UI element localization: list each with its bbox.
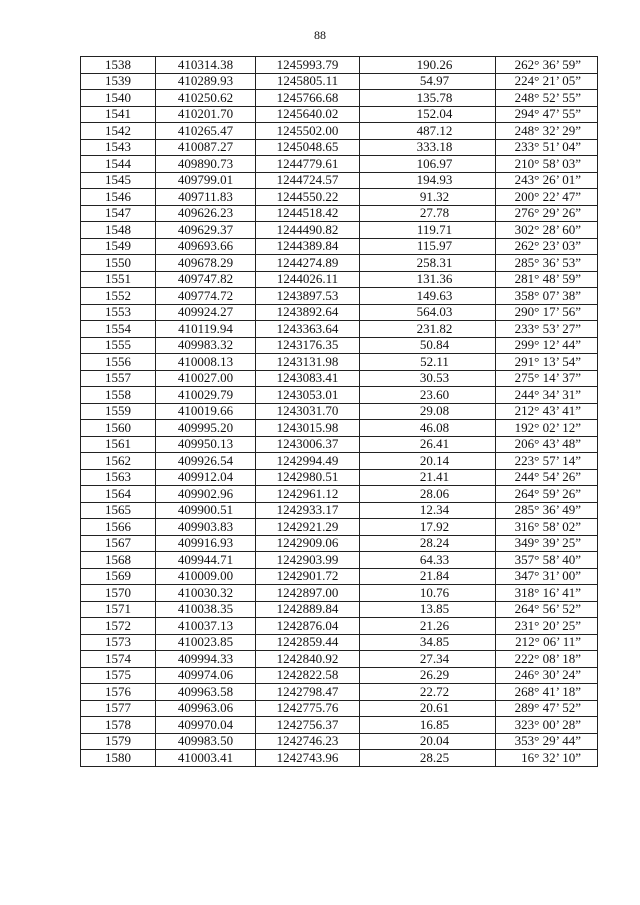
point-id-cell: 1557 (81, 370, 156, 387)
easting-cell: 410019.66 (156, 403, 256, 420)
northing-cell: 1242921.29 (256, 519, 360, 536)
distance-cell: 564.03 (360, 304, 496, 321)
distance-cell: 10.76 (360, 585, 496, 602)
table-row (81, 684, 598, 701)
table-row (81, 222, 598, 239)
easting-cell: 410003.41 (156, 750, 256, 767)
table-row (81, 535, 598, 552)
northing-cell: 1244724.57 (256, 172, 360, 189)
distance-cell: 52.11 (360, 354, 496, 371)
table-row (81, 172, 598, 189)
table-row (81, 750, 598, 767)
azimuth-cell: 268° 41’ 18” (496, 684, 598, 701)
azimuth-cell: 233° 51’ 04” (496, 139, 598, 156)
azimuth-cell: 285° 36’ 53” (496, 255, 598, 272)
distance-cell: 28.24 (360, 535, 496, 552)
azimuth-cell: 231° 20’ 25” (496, 618, 598, 635)
azimuth-cell: 353° 29’ 44” (496, 733, 598, 750)
table-row (81, 106, 598, 123)
distance-cell: 149.63 (360, 288, 496, 305)
point-id-cell: 1551 (81, 271, 156, 288)
easting-cell: 409900.51 (156, 502, 256, 519)
easting-cell: 409944.71 (156, 552, 256, 569)
northing-cell: 1242903.99 (256, 552, 360, 569)
distance-cell: 26.29 (360, 667, 496, 684)
easting-cell: 410023.85 (156, 634, 256, 651)
northing-cell: 1242840.92 (256, 651, 360, 668)
easting-cell: 409916.93 (156, 535, 256, 552)
distance-cell: 28.25 (360, 750, 496, 767)
distance-cell: 27.34 (360, 651, 496, 668)
distance-cell: 190.26 (360, 57, 496, 74)
azimuth-cell: 357° 58’ 40” (496, 552, 598, 569)
point-id-cell: 1545 (81, 172, 156, 189)
point-id-cell: 1561 (81, 436, 156, 453)
point-id-cell: 1554 (81, 321, 156, 338)
easting-cell: 409974.06 (156, 667, 256, 684)
azimuth-cell: 224° 21’ 05” (496, 73, 598, 90)
point-id-cell: 1552 (81, 288, 156, 305)
northing-cell: 1242897.00 (256, 585, 360, 602)
point-id-cell: 1562 (81, 453, 156, 470)
northing-cell: 1245993.79 (256, 57, 360, 74)
northing-cell: 1242822.58 (256, 667, 360, 684)
distance-cell: 131.36 (360, 271, 496, 288)
distance-cell: 46.08 (360, 420, 496, 437)
azimuth-cell: 262° 23’ 03” (496, 238, 598, 255)
azimuth-cell: 285° 36’ 49” (496, 502, 598, 519)
coordinate-table-body (81, 57, 598, 767)
easting-cell: 409963.58 (156, 684, 256, 701)
table-row (81, 288, 598, 305)
distance-cell: 28.06 (360, 486, 496, 503)
table-row (81, 139, 598, 156)
northing-cell: 1242961.12 (256, 486, 360, 503)
northing-cell: 1243363.64 (256, 321, 360, 338)
northing-cell: 1243892.64 (256, 304, 360, 321)
distance-cell: 21.41 (360, 469, 496, 486)
point-id-cell: 1555 (81, 337, 156, 354)
point-id-cell: 1550 (81, 255, 156, 272)
northing-cell: 1244274.89 (256, 255, 360, 272)
distance-cell: 54.97 (360, 73, 496, 90)
distance-cell: 119.71 (360, 222, 496, 239)
easting-cell: 409902.96 (156, 486, 256, 503)
table-row (81, 700, 598, 717)
azimuth-cell: 212° 43’ 41” (496, 403, 598, 420)
azimuth-cell: 248° 32’ 29” (496, 123, 598, 140)
azimuth-cell: 264° 59’ 26” (496, 486, 598, 503)
azimuth-cell: 281° 48’ 59” (496, 271, 598, 288)
azimuth-cell: 349° 39’ 25” (496, 535, 598, 552)
azimuth-cell: 212° 06’ 11” (496, 634, 598, 651)
point-id-cell: 1569 (81, 568, 156, 585)
azimuth-cell: 244° 34’ 31” (496, 387, 598, 404)
table-row (81, 189, 598, 206)
point-id-cell: 1572 (81, 618, 156, 635)
point-id-cell: 1576 (81, 684, 156, 701)
azimuth-cell: 291° 13’ 54” (496, 354, 598, 371)
azimuth-cell: 243° 26’ 01” (496, 172, 598, 189)
northing-cell: 1243053.01 (256, 387, 360, 404)
point-id-cell: 1548 (81, 222, 156, 239)
table-row (81, 568, 598, 585)
easting-cell: 409890.73 (156, 156, 256, 173)
table-row (81, 370, 598, 387)
azimuth-cell: 244° 54’ 26” (496, 469, 598, 486)
northing-cell: 1242933.17 (256, 502, 360, 519)
easting-cell: 409912.04 (156, 469, 256, 486)
easting-cell: 409926.54 (156, 453, 256, 470)
easting-cell: 410250.62 (156, 90, 256, 107)
point-id-cell: 1559 (81, 403, 156, 420)
azimuth-cell: 200° 22’ 47” (496, 189, 598, 206)
distance-cell: 333.18 (360, 139, 496, 156)
point-id-cell: 1538 (81, 57, 156, 74)
northing-cell: 1244490.82 (256, 222, 360, 239)
point-id-cell: 1571 (81, 601, 156, 618)
easting-cell: 409924.27 (156, 304, 256, 321)
distance-cell: 50.84 (360, 337, 496, 354)
northing-cell: 1242798.47 (256, 684, 360, 701)
northing-cell: 1242909.06 (256, 535, 360, 552)
easting-cell: 410009.00 (156, 568, 256, 585)
easting-cell: 410037.13 (156, 618, 256, 635)
table-row (81, 733, 598, 750)
point-id-cell: 1558 (81, 387, 156, 404)
easting-cell: 410030.32 (156, 585, 256, 602)
northing-cell: 1245766.68 (256, 90, 360, 107)
distance-cell: 20.61 (360, 700, 496, 717)
azimuth-cell: 246° 30’ 24” (496, 667, 598, 684)
easting-cell: 409983.32 (156, 337, 256, 354)
northing-cell: 1244518.42 (256, 205, 360, 222)
azimuth-cell: 16° 32’ 10” (496, 750, 598, 767)
distance-cell: 12.34 (360, 502, 496, 519)
point-id-cell: 1540 (81, 90, 156, 107)
point-id-cell: 1549 (81, 238, 156, 255)
distance-cell: 23.60 (360, 387, 496, 404)
easting-cell: 409693.66 (156, 238, 256, 255)
azimuth-cell: 264° 56’ 52” (496, 601, 598, 618)
distance-cell: 29.08 (360, 403, 496, 420)
easting-cell: 410265.47 (156, 123, 256, 140)
point-id-cell: 1564 (81, 486, 156, 503)
distance-cell: 20.14 (360, 453, 496, 470)
azimuth-cell: 358° 07’ 38” (496, 288, 598, 305)
azimuth-cell: 289° 47’ 52” (496, 700, 598, 717)
point-id-cell: 1567 (81, 535, 156, 552)
point-id-cell: 1539 (81, 73, 156, 90)
distance-cell: 231.82 (360, 321, 496, 338)
table-row (81, 387, 598, 404)
table-row (81, 156, 598, 173)
point-id-cell: 1544 (81, 156, 156, 173)
northing-cell: 1242859.44 (256, 634, 360, 651)
easting-cell: 410289.93 (156, 73, 256, 90)
point-id-cell: 1568 (81, 552, 156, 569)
distance-cell: 106.97 (360, 156, 496, 173)
easting-cell: 409963.06 (156, 700, 256, 717)
distance-cell: 21.26 (360, 618, 496, 635)
point-id-cell: 1573 (81, 634, 156, 651)
northing-cell: 1243083.41 (256, 370, 360, 387)
table-row (81, 271, 598, 288)
table-row (81, 354, 598, 371)
azimuth-cell: 222° 08’ 18” (496, 651, 598, 668)
easting-cell: 409711.83 (156, 189, 256, 206)
point-id-cell: 1570 (81, 585, 156, 602)
point-id-cell: 1560 (81, 420, 156, 437)
northing-cell: 1242743.96 (256, 750, 360, 767)
distance-cell: 20.04 (360, 733, 496, 750)
coordinate-table (80, 56, 598, 767)
easting-cell: 409629.37 (156, 222, 256, 239)
table-row (81, 634, 598, 651)
northing-cell: 1242901.72 (256, 568, 360, 585)
northing-cell: 1245640.02 (256, 106, 360, 123)
azimuth-cell: 210° 58’ 03” (496, 156, 598, 173)
northing-cell: 1242980.51 (256, 469, 360, 486)
distance-cell: 258.31 (360, 255, 496, 272)
easting-cell: 409983.50 (156, 733, 256, 750)
azimuth-cell: 262° 36’ 59” (496, 57, 598, 74)
easting-cell: 410201.70 (156, 106, 256, 123)
northing-cell: 1245048.65 (256, 139, 360, 156)
northing-cell: 1243131.98 (256, 354, 360, 371)
table-row (81, 205, 598, 222)
table-row (81, 717, 598, 734)
distance-cell: 26.41 (360, 436, 496, 453)
point-id-cell: 1575 (81, 667, 156, 684)
easting-cell: 409626.23 (156, 205, 256, 222)
easting-cell: 409994.33 (156, 651, 256, 668)
northing-cell: 1242756.37 (256, 717, 360, 734)
table-row (81, 321, 598, 338)
northing-cell: 1244550.22 (256, 189, 360, 206)
northing-cell: 1242876.04 (256, 618, 360, 635)
easting-cell: 409903.83 (156, 519, 256, 536)
table-row (81, 57, 598, 74)
point-id-cell: 1553 (81, 304, 156, 321)
distance-cell: 21.84 (360, 568, 496, 585)
table-row (81, 519, 598, 536)
table-row (81, 453, 598, 470)
table-row (81, 337, 598, 354)
azimuth-cell: 290° 17’ 56” (496, 304, 598, 321)
point-id-cell: 1543 (81, 139, 156, 156)
table-row (81, 502, 598, 519)
northing-cell: 1242889.84 (256, 601, 360, 618)
distance-cell: 64.33 (360, 552, 496, 569)
easting-cell: 410027.00 (156, 370, 256, 387)
northing-cell: 1244779.61 (256, 156, 360, 173)
point-id-cell: 1577 (81, 700, 156, 717)
easting-cell: 410038.35 (156, 601, 256, 618)
northing-cell: 1245805.11 (256, 73, 360, 90)
table-row (81, 238, 598, 255)
northing-cell: 1243176.35 (256, 337, 360, 354)
easting-cell: 410008.13 (156, 354, 256, 371)
azimuth-cell: 302° 28’ 60” (496, 222, 598, 239)
northing-cell: 1242746.23 (256, 733, 360, 750)
point-id-cell: 1547 (81, 205, 156, 222)
northing-cell: 1243015.98 (256, 420, 360, 437)
northing-cell: 1243897.53 (256, 288, 360, 305)
table-row (81, 601, 598, 618)
distance-cell: 487.12 (360, 123, 496, 140)
table-row (81, 651, 598, 668)
easting-cell: 409678.29 (156, 255, 256, 272)
distance-cell: 22.72 (360, 684, 496, 701)
distance-cell: 34.85 (360, 634, 496, 651)
distance-cell: 27.78 (360, 205, 496, 222)
table-row (81, 304, 598, 321)
point-id-cell: 1542 (81, 123, 156, 140)
point-id-cell: 1566 (81, 519, 156, 536)
table-row (81, 469, 598, 486)
point-id-cell: 1546 (81, 189, 156, 206)
northing-cell: 1242994.49 (256, 453, 360, 470)
distance-cell: 30.53 (360, 370, 496, 387)
easting-cell: 410314.38 (156, 57, 256, 74)
table-row (81, 585, 598, 602)
azimuth-cell: 206° 43’ 48” (496, 436, 598, 453)
northing-cell: 1245502.00 (256, 123, 360, 140)
easting-cell: 410087.27 (156, 139, 256, 156)
easting-cell: 409747.82 (156, 271, 256, 288)
easting-cell: 409995.20 (156, 420, 256, 437)
northing-cell: 1244389.84 (256, 238, 360, 255)
northing-cell: 1242775.76 (256, 700, 360, 717)
point-id-cell: 1580 (81, 750, 156, 767)
point-id-cell: 1563 (81, 469, 156, 486)
table-row (81, 436, 598, 453)
easting-cell: 409970.04 (156, 717, 256, 734)
azimuth-cell: 347° 31’ 00” (496, 568, 598, 585)
azimuth-cell: 323° 00’ 28” (496, 717, 598, 734)
page-number: 88 (314, 28, 326, 42)
distance-cell: 115.97 (360, 238, 496, 255)
table-row (81, 403, 598, 420)
azimuth-cell: 318° 16’ 41” (496, 585, 598, 602)
easting-cell: 410029.79 (156, 387, 256, 404)
easting-cell: 409774.72 (156, 288, 256, 305)
table-row (81, 420, 598, 437)
point-id-cell: 1574 (81, 651, 156, 668)
distance-cell: 13.85 (360, 601, 496, 618)
table-row (81, 618, 598, 635)
azimuth-cell: 316° 58’ 02” (496, 519, 598, 536)
table-row (81, 90, 598, 107)
easting-cell: 409950.13 (156, 436, 256, 453)
easting-cell: 409799.01 (156, 172, 256, 189)
northing-cell: 1243006.37 (256, 436, 360, 453)
azimuth-cell: 233° 53’ 27” (496, 321, 598, 338)
table-row (81, 552, 598, 569)
azimuth-cell: 294° 47’ 55” (496, 106, 598, 123)
point-id-cell: 1579 (81, 733, 156, 750)
distance-cell: 91.32 (360, 189, 496, 206)
distance-cell: 17.92 (360, 519, 496, 536)
point-id-cell: 1565 (81, 502, 156, 519)
table-row (81, 73, 598, 90)
point-id-cell: 1578 (81, 717, 156, 734)
northing-cell: 1243031.70 (256, 403, 360, 420)
azimuth-cell: 223° 57’ 14” (496, 453, 598, 470)
azimuth-cell: 192° 02’ 12” (496, 420, 598, 437)
table-row (81, 486, 598, 503)
distance-cell: 152.04 (360, 106, 496, 123)
azimuth-cell: 248° 52’ 55” (496, 90, 598, 107)
point-id-cell: 1541 (81, 106, 156, 123)
azimuth-cell: 299° 12’ 44” (496, 337, 598, 354)
table-row (81, 667, 598, 684)
azimuth-cell: 275° 14’ 37” (496, 370, 598, 387)
table-row (81, 255, 598, 272)
northing-cell: 1244026.11 (256, 271, 360, 288)
azimuth-cell: 276° 29’ 26” (496, 205, 598, 222)
distance-cell: 135.78 (360, 90, 496, 107)
table-row (81, 123, 598, 140)
distance-cell: 16.85 (360, 717, 496, 734)
easting-cell: 410119.94 (156, 321, 256, 338)
distance-cell: 194.93 (360, 172, 496, 189)
point-id-cell: 1556 (81, 354, 156, 371)
